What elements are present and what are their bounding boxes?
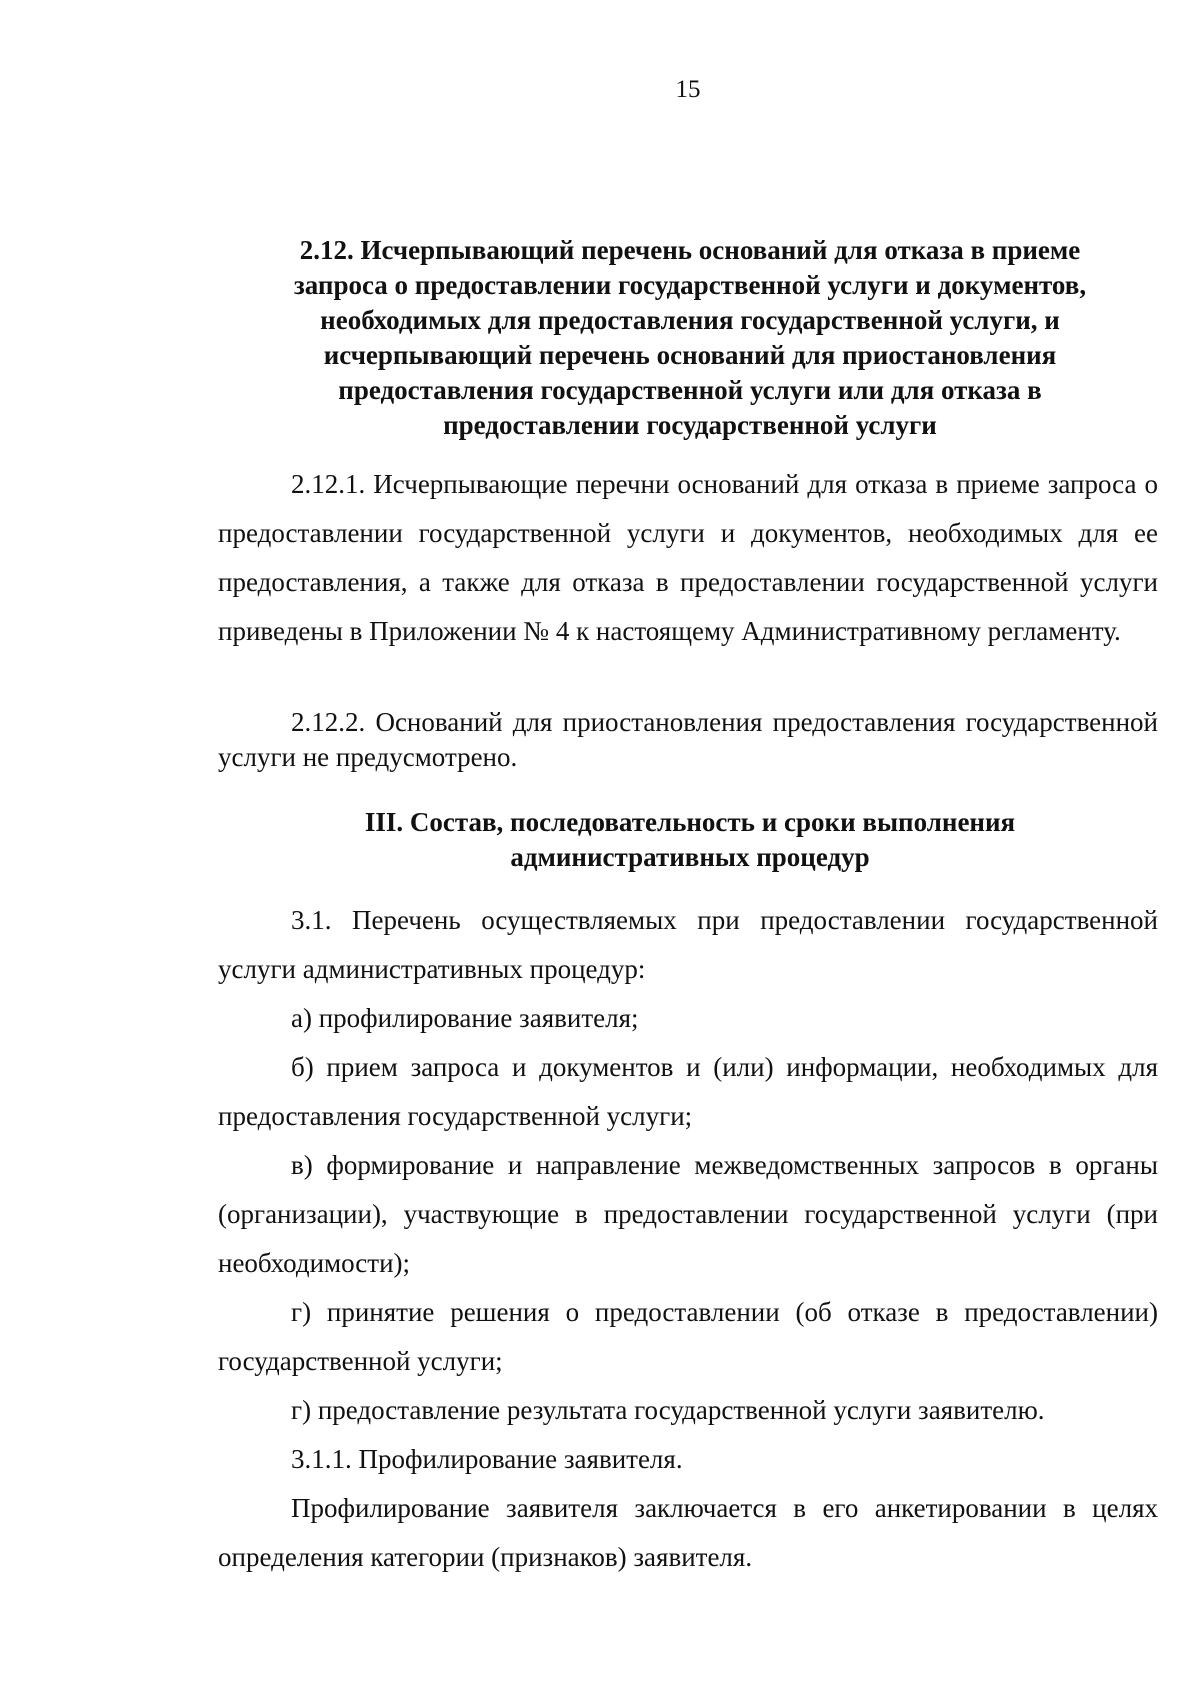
list-item-g2: г) предоставление результата государственной услуги заявителю. bbox=[291, 1395, 1045, 1425]
paragraph-3-1-1: 3.1.1. Профилирование заявителя. bbox=[291, 1444, 683, 1474]
list-item-b: б) прием запроса и документов и (или) информации, необходимых для предоставления государственной услуги; bbox=[218, 1052, 1158, 1131]
heading-line: предоставлении государственной услуги bbox=[443, 410, 937, 440]
page-number: 15 bbox=[675, 76, 701, 103]
heading-line: административных процедур bbox=[510, 842, 870, 872]
paragraph-3-1: 3.1. Перечень осуществляемых при предоставлении государственной услуги административных процедур: bbox=[218, 905, 1158, 984]
paragraph-2-12-1: 2.12.1. Исчерпывающие перечни оснований для отказа в приеме запроса о предоставлении государственной услуги и документов, необходимых для ее предоставления, а также для отказа в предоставлении государственной услуги приведены в Приложении № 4 к настоящему Административному регламенту. bbox=[218, 469, 1158, 646]
section-3-body bbox=[218, 896, 1158, 1582]
heading-line: запроса о предоставлении государственной услуги и документов, bbox=[293, 270, 1087, 300]
heading-line: III. Состав, последовательность и сроки выполнения bbox=[364, 807, 1016, 837]
heading-line: предоставления государственной услуги или для отказа в bbox=[338, 375, 1042, 405]
list-item-v: в) формирование и направление межведомственных запросов в органы (организации), участвующие в предоставлении государственной услуги (при необходимости); bbox=[218, 1150, 1158, 1278]
paragraph-2-12-2-block bbox=[218, 705, 1158, 775]
heading-line: исчерпывающий перечень оснований для приостановления bbox=[323, 340, 1057, 370]
heading-line: необходимых для предоставления государственной услуги, и bbox=[320, 305, 1060, 335]
list-item-g: г) принятие решения о предоставлении (об отказе в предоставлении) государственной услуги; bbox=[218, 1297, 1158, 1376]
list-item-a: а) профилирование заявителя; bbox=[291, 1003, 639, 1033]
section-2-12-heading bbox=[220, 233, 1160, 443]
paragraph-2-12-2: 2.12.2. Оснований для приостановления предоставления государственной услуги не предусмотрено. bbox=[218, 707, 1158, 772]
paragraph-2-12-1-block bbox=[218, 460, 1158, 656]
section-3-heading bbox=[220, 805, 1160, 875]
paragraph-profiling: Профилирование заявителя заключается в его анкетировании в целях определения категории (признаков) заявителя. bbox=[218, 1493, 1158, 1572]
heading-line: 2.12. Исчерпывающий перечень оснований для отказа в приеме bbox=[299, 235, 1081, 265]
